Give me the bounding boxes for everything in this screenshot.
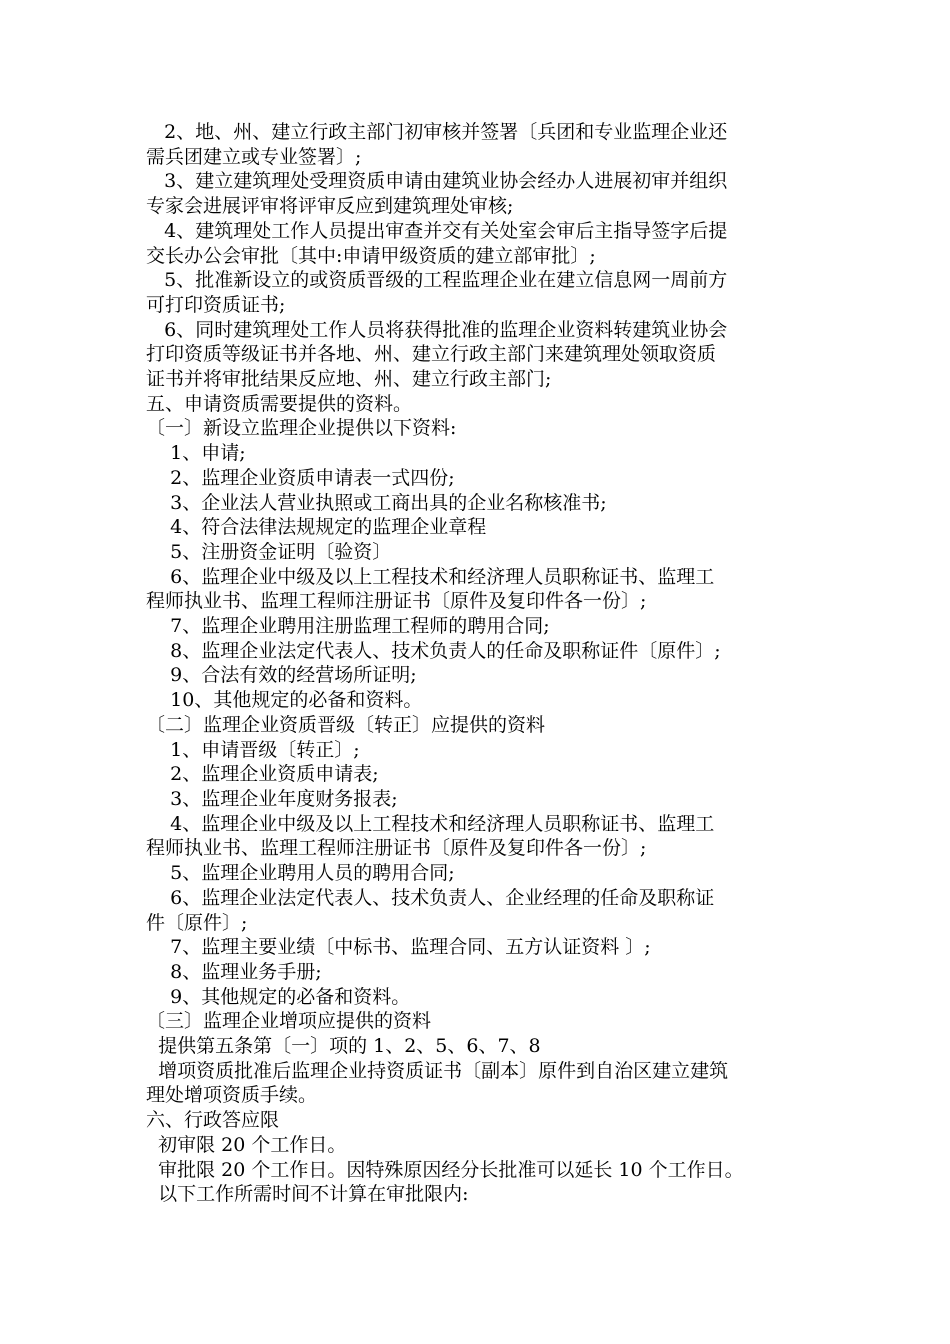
list-item: 2、监理企业资质申请表一式四份; (146, 466, 455, 489)
text-line: 程师执业书、监理工程师注册证书〔原件及复印件各一份〕; (146, 590, 647, 613)
list-item: 4、符合法律法规规定的监理企业章程 (146, 516, 487, 539)
text-line: 打印资质等级证书并各地、州、建立行政主部门来建筑理处领取资质 (146, 343, 717, 366)
list-item: 1、申请; (146, 442, 246, 465)
subsection-heading: 〔二〕监理企业资质晋级〔转正〕应提供的资料 (146, 713, 546, 736)
text-line: 增项资质批准后监理企业持资质证书〔副本〕原件到自治区建立建筑 (146, 1059, 729, 1082)
list-item: 3、监理企业年度财务报表; (146, 787, 398, 810)
list-item: 8、监理企业法定代表人、技术负责人的任命及职称证件〔原件〕; (146, 639, 721, 662)
text-line: 程师执业书、监理工程师注册证书〔原件及复印件各一份〕; (146, 837, 647, 860)
text-line: 6、同时建筑理处工作人员将获得批准的监理企业资料转建筑业协会 (146, 318, 728, 341)
text-line: 4、建筑理处工作人员提出审查并交有关处室会审后主指导签字后提 (146, 219, 728, 242)
list-item: 2、监理企业资质申请表; (146, 763, 379, 786)
text-line: 证书并将审批结果反应地、州、建立行政主部门; (146, 368, 552, 391)
list-item: 9、其他规定的必备和资料。 (146, 985, 411, 1008)
text-line: 可打印资质证书; (146, 293, 286, 316)
subsection-heading: 〔一〕新设立监理企业提供以下资料: (146, 417, 457, 440)
text-line: 交长办公会审批〔其中:申请甲级资质的建立部审批〕; (146, 244, 596, 267)
list-item: 8、监理业务手册; (146, 960, 322, 983)
text-line: 专家会进展评审将评审反应到建筑理处审核; (146, 195, 514, 218)
list-item: 6、监理企业中级及以上工程技术和经济理人员职称证书、监理工 (146, 565, 715, 588)
list-item: 9、合法有效的经营场所证明; (146, 664, 417, 687)
list-item: 10、其他规定的必备和资料。 (146, 689, 423, 712)
list-item: 6、监理企业法定代表人、技术负责人、企业经理的任命及职称证 (146, 886, 715, 909)
list-item: 1、申请晋级〔转正〕; (146, 738, 360, 761)
section-heading: 六、行政答应限 (146, 1109, 280, 1132)
list-item: 5、注册资金证明〔验资〕 (146, 540, 392, 563)
list-item: 7、监理企业聘用注册监理工程师的聘用合同; (146, 615, 550, 638)
text-line: 5、批准新设立的或资质晋级的工程监理企业在建立信息网一周前方 (146, 269, 728, 292)
list-item: 3、企业法人营业执照或工商出具的企业名称核准书; (146, 491, 607, 514)
text-line: 以下工作所需时间不计算在审批限内: (146, 1183, 469, 1206)
text-line: 审批限 20 个工作日。因特殊原因经分长批准可以延长 10 个工作日。 (146, 1158, 744, 1181)
list-item: 7、监理主要业绩〔中标书、监理合同、五方认证资料 〕; (146, 936, 651, 959)
text-line: 初审限 20 个工作日。 (146, 1133, 347, 1156)
subsection-heading: 〔三〕监理企业增项应提供的资料 (146, 1010, 432, 1033)
list-item: 4、监理企业中级及以上工程技术和经济理人员职称证书、监理工 (146, 812, 715, 835)
text-line: 需兵团建立或专业签署〕; (146, 145, 362, 168)
text-line: 理处增项资质手续。 (146, 1084, 318, 1107)
document-page (146, 120, 810, 1207)
text-line: 2、地、州、建立行政主部门初审核并签署〔兵团和专业监理企业还 (146, 121, 728, 143)
text-line: 提供第五条第〔一〕项的 1、2、5、6、7、8 (146, 1035, 541, 1058)
text-line: 3、建立建筑理处受理资质申请由建筑业协会经办人进展初审并组织 (146, 170, 728, 193)
section-heading: 五、申请资质需要提供的资料。 (146, 392, 413, 415)
list-item: 5、监理企业聘用人员的聘用合同; (146, 862, 455, 885)
text-line: 件〔原件〕; (146, 911, 248, 934)
